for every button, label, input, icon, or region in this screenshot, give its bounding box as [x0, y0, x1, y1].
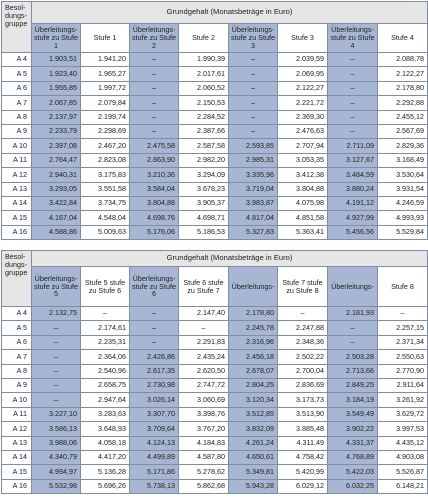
salary-cell: 3.530,64 — [378, 168, 428, 182]
row-header-line: Besol- — [5, 252, 26, 261]
salary-cell: 1.997,72 — [81, 81, 130, 95]
salary-cell: 5.349,81 — [229, 465, 278, 479]
salary-cell: 4.548,04 — [81, 211, 130, 225]
salary-cell: – — [229, 81, 278, 95]
salary-cell: 1.941,20 — [81, 53, 130, 67]
salary-cell: 4.058,18 — [81, 436, 130, 450]
pay-grade: A 15 — [2, 465, 32, 479]
salary-cell: 4.650,61 — [229, 450, 278, 464]
salary-cell: 2.863,90 — [130, 153, 179, 167]
pay-grade: A 5 — [2, 67, 32, 81]
salary-cell: – — [32, 350, 81, 364]
salary-cell: 5.532,98 — [32, 479, 81, 493]
salary-cell: 5.171,86 — [130, 465, 179, 479]
salary-cell: 2.292,88 — [378, 96, 428, 110]
salary-cell: 4.994,97 — [32, 465, 81, 479]
group-header: Grundgehalt (Monatsbeträge in Euro) — [32, 2, 428, 24]
salary-cell: 2.178,80 — [378, 81, 428, 95]
column-header: Stufe 6 stufe zu Stufe 7 — [179, 267, 229, 307]
salary-cell: 2.132,75 — [32, 307, 81, 321]
salary-cell: 3.120,34 — [229, 393, 278, 407]
table-row — [2, 211, 428, 225]
salary-cell: – — [328, 335, 378, 349]
pay-grade: A 14 — [2, 196, 32, 210]
salary-cell: 2.199,74 — [81, 110, 130, 124]
salary-cell: 2.174,61 — [81, 321, 130, 335]
salary-cell: 3.261,92 — [378, 393, 428, 407]
salary-cell: 1.990,39 — [179, 53, 229, 67]
row-header-line: gruppe — [5, 268, 28, 277]
table-row — [2, 110, 428, 124]
salary-cell: 5.943,28 — [229, 479, 278, 493]
table-row — [2, 168, 428, 182]
salary-cell: 2.730,98 — [130, 378, 179, 392]
salary-cell: 3.127,67 — [328, 153, 378, 167]
salary-cell: 6.148,21 — [378, 479, 428, 493]
salary-cell: 2.069,95 — [278, 67, 328, 81]
column-header: Überleitungs- — [229, 267, 278, 307]
salary-cell: 4.167,04 — [32, 211, 81, 225]
column-header: Stufe 8 — [378, 267, 428, 307]
salary-cell: 2.849,25 — [328, 378, 378, 392]
row-header — [2, 2, 32, 53]
salary-cell: – — [32, 335, 81, 349]
column-header: Überleitungs- stufe zu Stufe 5 — [32, 267, 81, 307]
salary-cell: – — [328, 321, 378, 335]
salary-cell: – — [328, 124, 378, 138]
salary-cell: 2.387,66 — [179, 124, 229, 138]
salary-cell: 2.079,84 — [81, 96, 130, 110]
salary-cell: 3.412,38 — [278, 168, 328, 182]
column-header: Stufe 2 — [179, 24, 229, 53]
pay-grade: A 9 — [2, 378, 32, 392]
salary-cell: 2.371,34 — [378, 335, 428, 349]
salary-cell: 2.017,61 — [179, 67, 229, 81]
pay-grade: A 11 — [2, 407, 32, 421]
pay-grade: A 13 — [2, 436, 32, 450]
salary-cell: 2.060,52 — [179, 81, 229, 95]
salary-cell: – — [328, 110, 378, 124]
salary-cell: 3.307,70 — [130, 407, 179, 421]
salary-cell: 5.186,53 — [179, 225, 229, 239]
salary-cell: 4.435,12 — [378, 436, 428, 450]
table-row — [2, 436, 428, 450]
salary-cell: 2.348,36 — [278, 335, 328, 349]
pay-grade: A 10 — [2, 139, 32, 153]
column-header: Überleitungs- stufe zu Stufe 2 — [130, 24, 179, 53]
salary-cell: 2.503,28 — [328, 350, 378, 364]
salary-cell: 2.122,27 — [378, 67, 428, 81]
salary-cell: 5.176,06 — [130, 225, 179, 239]
salary-cell: 3.719,04 — [229, 182, 278, 196]
salary-cell: 2.088,78 — [378, 53, 428, 67]
salary-cell: 4.331,37 — [328, 436, 378, 450]
salary-cell: 5.422,03 — [328, 465, 378, 479]
salary-cell: 3.586,13 — [32, 422, 81, 436]
salary-cell: 2.911,64 — [378, 378, 428, 392]
salary-cell: 2.475,58 — [130, 139, 179, 153]
salary-cell: – — [130, 307, 179, 321]
salary-cell: 4.993,93 — [378, 211, 428, 225]
salary-cell: 3.678,23 — [179, 182, 229, 196]
salary-cell: 2.067,85 — [32, 96, 81, 110]
salary-cell: 1.923,40 — [32, 67, 81, 81]
pay-grade: A 15 — [2, 211, 32, 225]
salary-cell: 2.764,47 — [32, 153, 81, 167]
salary-cell: 2.713,66 — [328, 364, 378, 378]
salary-cell: 3.902,22 — [328, 422, 378, 436]
salary-cell: 5.420,99 — [278, 465, 328, 479]
salary-cell: – — [229, 124, 278, 138]
salary-cell: 5.738,13 — [130, 479, 179, 493]
table-row — [2, 153, 428, 167]
salary-cell: – — [229, 110, 278, 124]
salary-cell: 4.417,20 — [81, 450, 130, 464]
salary-cell: 2.476,63 — [278, 124, 328, 138]
salary-cell: 2.550,63 — [378, 350, 428, 364]
salary-cell: 3.648,93 — [81, 422, 130, 436]
salary-cell: 4.246,59 — [378, 196, 428, 210]
salary-cell: 2.039,59 — [278, 53, 328, 67]
salary-cell: 2.122,27 — [278, 81, 328, 95]
pay-grade: A 4 — [2, 307, 32, 321]
salary-cell: 3.584,04 — [130, 182, 179, 196]
pay-grade: A 12 — [2, 422, 32, 436]
salary-cell: 4.261,24 — [229, 436, 278, 450]
salary-cell: 3.484,59 — [328, 168, 378, 182]
salary-cell: 5.363,41 — [278, 225, 328, 239]
table-row — [2, 307, 428, 321]
salary-cell: 4.311,49 — [278, 436, 328, 450]
salary-cell: – — [130, 335, 179, 349]
salary-cell: 4.184,83 — [179, 436, 229, 450]
salary-cell: 4.587,80 — [179, 450, 229, 464]
salary-cell: 2.137,97 — [32, 110, 81, 124]
salary-cell: 2.770,90 — [378, 364, 428, 378]
table-row — [2, 350, 428, 364]
salary-cell: – — [328, 53, 378, 67]
salary-cell: 2.502,22 — [278, 350, 328, 364]
salary-cell: – — [130, 67, 179, 81]
column-header: Überleitungs- stufe zu Stufe 4 — [328, 24, 378, 53]
salary-cell: 3.398,76 — [179, 407, 229, 421]
salary-cell: – — [179, 321, 229, 335]
salary-cell: 2.284,52 — [179, 110, 229, 124]
group-header: Grundgehalt (Monatsbeträge in Euro) — [32, 251, 428, 267]
salary-cell: 2.947,64 — [81, 393, 130, 407]
table-row — [2, 321, 428, 335]
salary-cell: 2.829,36 — [378, 139, 428, 153]
salary-cell: 3.168,49 — [378, 153, 428, 167]
salary-cell: – — [130, 81, 179, 95]
table-row — [2, 81, 428, 95]
salary-cell: 5.278,62 — [179, 465, 229, 479]
salary-cell: – — [229, 53, 278, 67]
salary-cell: 2.593,85 — [229, 139, 278, 153]
salary-cell: 4.588,86 — [32, 225, 81, 239]
salary-cell: 4.191,12 — [328, 196, 378, 210]
salary-cell: 2.567,69 — [378, 124, 428, 138]
salary-cell: 3.709,64 — [130, 422, 179, 436]
salary-cell: 3.905,37 — [179, 196, 229, 210]
salary-cell: 3.173,73 — [278, 393, 328, 407]
pay-grade: A 8 — [2, 110, 32, 124]
salary-cell: 2.316,96 — [229, 335, 278, 349]
salary-cell: 5.327,83 — [229, 225, 278, 239]
salary-cell: 3.804,88 — [130, 196, 179, 210]
column-header: Stufe 7 stufe zu Stufe 8 — [278, 267, 328, 307]
salary-cell: – — [130, 53, 179, 67]
column-header: Überleitungs- stufe zu Stufe 6 — [130, 267, 179, 307]
table-row — [2, 53, 428, 67]
pay-grade: A 16 — [2, 225, 32, 239]
pay-grade: A 7 — [2, 96, 32, 110]
salary-cell: 2.467,20 — [81, 139, 130, 153]
column-header: Überleitungs- stufe zu Stufe 3 — [229, 24, 278, 53]
salary-cell: – — [328, 96, 378, 110]
salary-cell: 2.147,40 — [179, 307, 229, 321]
salary-cell: – — [130, 124, 179, 138]
table-row — [2, 393, 428, 407]
pay-grade: A 14 — [2, 450, 32, 464]
table-row — [2, 450, 428, 464]
salary-cell: 4.927,99 — [328, 211, 378, 225]
table-row — [2, 479, 428, 493]
pay-grade: A 7 — [2, 350, 32, 364]
salary-cell: 5.526,87 — [378, 465, 428, 479]
salary-cell: 2.804,25 — [229, 378, 278, 392]
salary-cell: 2.617,35 — [130, 364, 179, 378]
table-row — [2, 465, 428, 479]
salary-cell: 3.293,05 — [32, 182, 81, 196]
salary-cell: 2.150,53 — [179, 96, 229, 110]
salary-cell: 2.247,88 — [278, 321, 328, 335]
salary-cell: 2.233,79 — [32, 124, 81, 138]
salary-cell: – — [32, 321, 81, 335]
salary-cell: 2.181,93 — [328, 307, 378, 321]
salary-cell: 2.823,08 — [81, 153, 130, 167]
pay-grade: A 6 — [2, 335, 32, 349]
salary-cell: – — [32, 378, 81, 392]
row-header-line: dungs- — [5, 260, 27, 269]
row-header-line: gruppe — [5, 19, 28, 28]
salary-cell: 4.768,89 — [328, 450, 378, 464]
salary-cell: 5.136,28 — [81, 465, 130, 479]
salary-cell: 4.698,76 — [130, 211, 179, 225]
salary-cell: – — [229, 96, 278, 110]
salary-cell: 3.880,24 — [328, 182, 378, 196]
salary-cell: 1.955,85 — [32, 81, 81, 95]
salary-cell: – — [130, 110, 179, 124]
salary-cell: 2.221,72 — [278, 96, 328, 110]
salary-cell: 3.549,49 — [328, 407, 378, 421]
salary-cell: 5.862,68 — [179, 479, 229, 493]
column-header: Stufe 3 — [278, 24, 328, 53]
salary-cell: 6.032,25 — [328, 479, 378, 493]
salary-cell: 3.422,84 — [32, 196, 81, 210]
salary-cell: 3.294,09 — [179, 168, 229, 182]
salary-cell: 2.678,07 — [229, 364, 278, 378]
table-row — [2, 67, 428, 81]
salary-table-top — [1, 1, 428, 240]
salary-cell: – — [378, 307, 428, 321]
pay-grade: A 12 — [2, 168, 32, 182]
pay-grade: A 5 — [2, 321, 32, 335]
salary-cell: 3.551,58 — [81, 182, 130, 196]
salary-cell: 5.456,56 — [328, 225, 378, 239]
salary-cell: 3.997,53 — [378, 422, 428, 436]
salary-cell: – — [229, 67, 278, 81]
salary-cell: 2.985,31 — [229, 153, 278, 167]
row-header — [2, 251, 32, 307]
salary-cell: 5.696,26 — [81, 479, 130, 493]
column-header: Überleitungs- stufe zu Stufe 1 — [32, 24, 81, 53]
salary-cell: 2.700,04 — [278, 364, 328, 378]
column-header: Überleitungs- — [328, 267, 378, 307]
column-header: Stufe 4 — [378, 24, 428, 53]
salary-cell: 2.397,08 — [32, 139, 81, 153]
salary-cell: 4.903,08 — [378, 450, 428, 464]
salary-cell: 3.335,96 — [229, 168, 278, 182]
salary-cell: 2.178,80 — [229, 307, 278, 321]
salary-cell: 3.629,72 — [378, 407, 428, 421]
salary-cell: 6.029,12 — [278, 479, 328, 493]
salary-cell: 3.931,54 — [378, 182, 428, 196]
table-row — [2, 364, 428, 378]
salary-cell: 3.210,36 — [130, 168, 179, 182]
table-row — [2, 378, 428, 392]
salary-table-bottom — [1, 250, 428, 494]
pay-grade: A 16 — [2, 479, 32, 493]
row-header-line: dungs- — [5, 11, 27, 20]
salary-cell: 2.620,50 — [179, 364, 229, 378]
table-row — [2, 407, 428, 421]
column-header: Stufe 5 stufe zu Stufe 6 — [81, 267, 130, 307]
salary-cell: 4.817,04 — [229, 211, 278, 225]
salary-cell: 4.698,71 — [179, 211, 229, 225]
salary-cell: – — [130, 321, 179, 335]
salary-cell: 3.885,48 — [278, 422, 328, 436]
salary-cell: 2.540,96 — [81, 364, 130, 378]
salary-cell: 2.455,12 — [378, 110, 428, 124]
salary-cell: – — [328, 67, 378, 81]
salary-cell: 3.983,87 — [229, 196, 278, 210]
salary-cell: 3.512,85 — [229, 407, 278, 421]
salary-cell: 2.940,31 — [32, 168, 81, 182]
table-row — [2, 225, 428, 239]
pay-grade: A 10 — [2, 393, 32, 407]
table-row — [2, 335, 428, 349]
salary-cell: 2.707,94 — [278, 139, 328, 153]
salary-cell: 1.965,27 — [81, 67, 130, 81]
salary-cell: 2.982,20 — [179, 153, 229, 167]
salary-cell: 3.227,10 — [32, 407, 81, 421]
row-header-line: Besol- — [5, 3, 26, 12]
salary-cell: 4.340,79 — [32, 450, 81, 464]
salary-cell: 4.851,58 — [278, 211, 328, 225]
salary-cell: 1.903,51 — [32, 53, 81, 67]
salary-cell: – — [328, 81, 378, 95]
salary-cell: – — [32, 393, 81, 407]
table-row — [2, 139, 428, 153]
salary-cell: 3.832,09 — [229, 422, 278, 436]
salary-cell: 2.711,09 — [328, 139, 378, 153]
salary-cell: 2.747,72 — [179, 378, 229, 392]
salary-cell: 2.836,69 — [278, 378, 328, 392]
salary-cell: 3.734,75 — [81, 196, 130, 210]
salary-cell: 2.587,58 — [179, 139, 229, 153]
salary-cell: 2.426,86 — [130, 350, 179, 364]
salary-cell: 2.245,78 — [229, 321, 278, 335]
table-row — [2, 196, 428, 210]
salary-cell: 3.184,19 — [328, 393, 378, 407]
pay-grade: A 8 — [2, 364, 32, 378]
salary-cell: 3.060,69 — [179, 393, 229, 407]
salary-cell: 2.298,69 — [81, 124, 130, 138]
table-row — [2, 124, 428, 138]
pay-grade: A 11 — [2, 153, 32, 167]
salary-cell: 3.283,63 — [81, 407, 130, 421]
salary-cell: 3.988,06 — [32, 436, 81, 450]
salary-cell: 4.499,89 — [130, 450, 179, 464]
table-row — [2, 96, 428, 110]
salary-cell: 2.257,15 — [378, 321, 428, 335]
salary-cell: 5.529,84 — [378, 225, 428, 239]
salary-cell: 5.009,63 — [81, 225, 130, 239]
salary-cell: 2.364,06 — [81, 350, 130, 364]
salary-cell: 2.369,30 — [278, 110, 328, 124]
salary-cell: 3.053,35 — [278, 153, 328, 167]
salary-cell: 2.235,31 — [81, 335, 130, 349]
salary-cell: 3.175,83 — [81, 168, 130, 182]
salary-cell: 4.075,98 — [278, 196, 328, 210]
pay-grade: A 13 — [2, 182, 32, 196]
salary-cell: 3.804,88 — [278, 182, 328, 196]
salary-cell: 4.124,13 — [130, 436, 179, 450]
salary-cell: 3.513,90 — [278, 407, 328, 421]
table-row — [2, 422, 428, 436]
salary-cell: 3.767,20 — [179, 422, 229, 436]
salary-cell: 2.435,24 — [179, 350, 229, 364]
pay-grade: A 6 — [2, 81, 32, 95]
salary-cell: – — [81, 307, 130, 321]
pay-grade: A 4 — [2, 53, 32, 67]
salary-cell: 4.758,42 — [278, 450, 328, 464]
table-row — [2, 182, 428, 196]
salary-cell: 2.456,18 — [229, 350, 278, 364]
pay-grade: A 9 — [2, 124, 32, 138]
salary-cell: – — [32, 364, 81, 378]
salary-cell: 2.658,75 — [81, 378, 130, 392]
column-header: Stufe 1 — [81, 24, 130, 53]
salary-cell: 2.291,83 — [179, 335, 229, 349]
salary-cell: – — [278, 307, 328, 321]
salary-cell: 3.026,14 — [130, 393, 179, 407]
salary-cell: – — [130, 96, 179, 110]
